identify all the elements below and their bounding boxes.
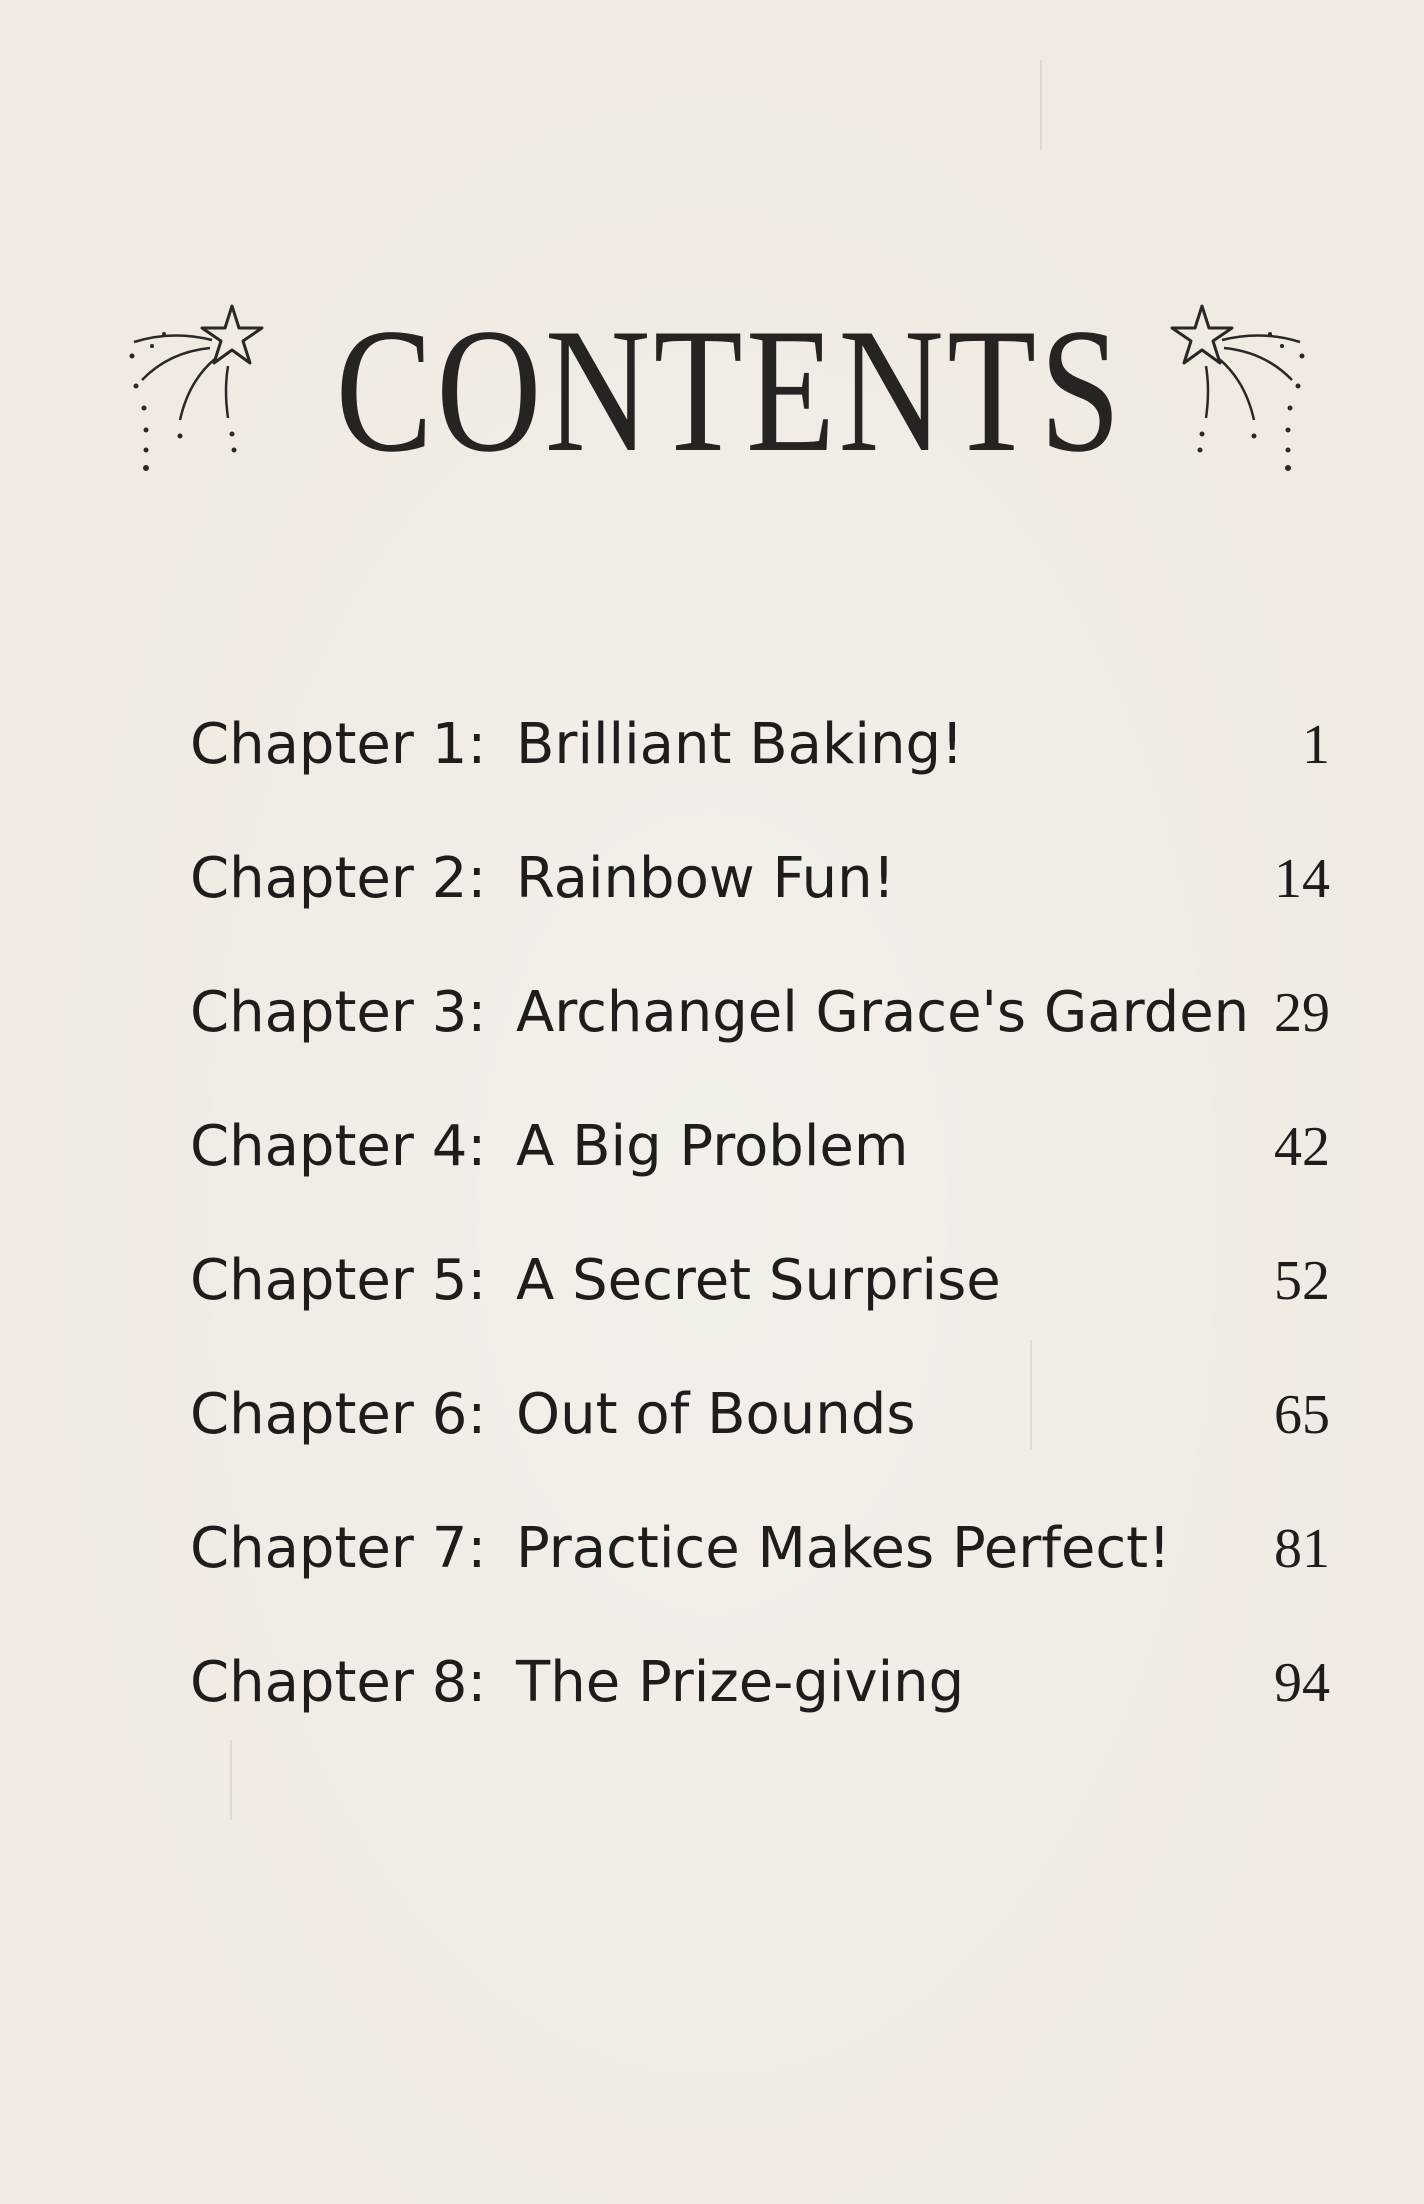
page-number: 94	[1274, 1652, 1330, 1714]
shooting-star-icon	[124, 300, 264, 500]
toc-row	[190, 700, 1330, 790]
page-number: 1	[1302, 714, 1330, 776]
toc-row	[190, 1638, 1330, 1728]
page-crease	[230, 1740, 232, 1820]
chapter-title: A Big Problem	[516, 1114, 909, 1179]
toc-row	[190, 1236, 1330, 1326]
chapter-title: A Secret Surprise	[516, 1248, 1001, 1313]
chapter-title: The Prize-giving	[516, 1650, 965, 1715]
chapter-number: Chapter 1:	[190, 712, 487, 777]
chapter-number: Chapter 5:	[190, 1248, 487, 1313]
page-title: CONTENTS	[335, 291, 1125, 489]
toc-row	[190, 834, 1330, 924]
chapter-number: Chapter 7:	[190, 1516, 487, 1581]
chapter-number: Chapter 3:	[190, 980, 487, 1045]
chapter-title: Archangel Grace's Garden	[516, 980, 1250, 1045]
page-number: 14	[1274, 848, 1330, 910]
chapter-number: Chapter 8:	[190, 1650, 487, 1715]
page-number: 81	[1274, 1518, 1330, 1580]
shooting-star-icon	[1170, 300, 1310, 500]
toc-row	[190, 1102, 1330, 1192]
chapter-title: Practice Makes Perfect!	[516, 1516, 1171, 1581]
page-number: 52	[1274, 1250, 1330, 1312]
chapter-title: Rainbow Fun!	[516, 846, 896, 911]
toc-row	[190, 1504, 1330, 1594]
chapter-number: Chapter 2:	[190, 846, 487, 911]
toc-row	[190, 968, 1330, 1058]
page-number: 65	[1274, 1384, 1330, 1446]
page-number: 29	[1274, 982, 1330, 1044]
page-number: 42	[1274, 1116, 1330, 1178]
chapter-number: Chapter 6:	[190, 1382, 487, 1447]
chapter-title: Out of Bounds	[516, 1382, 916, 1447]
chapter-title: Brilliant Baking!	[516, 712, 964, 777]
contents-heading	[130, 290, 1330, 490]
chapter-number: Chapter 4:	[190, 1114, 487, 1179]
page-crease	[1040, 60, 1042, 150]
toc-row	[190, 1370, 1330, 1460]
